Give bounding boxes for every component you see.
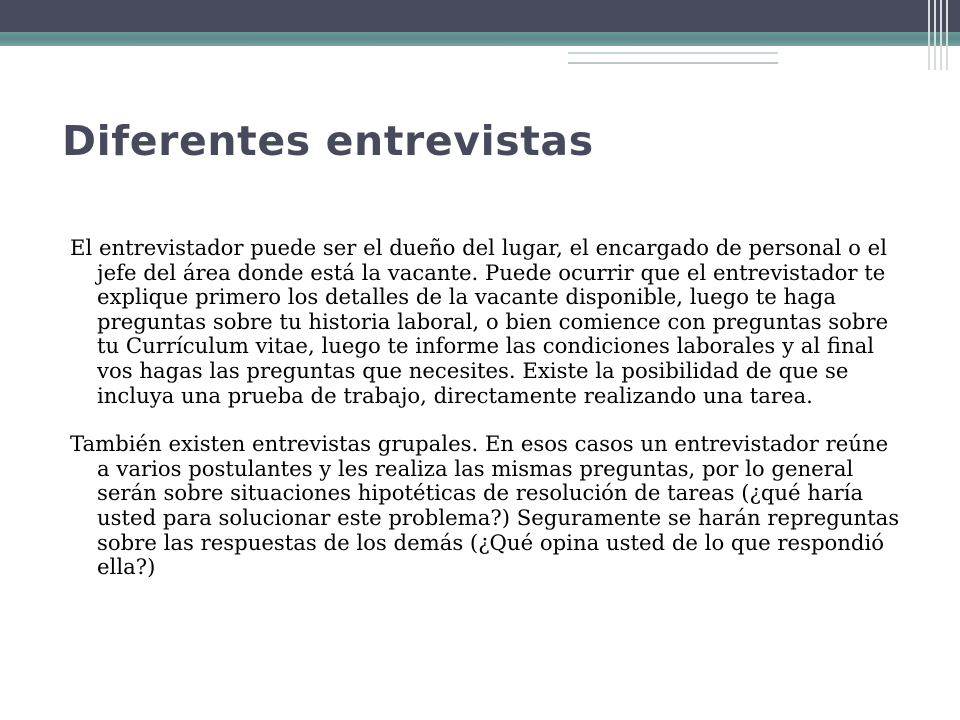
header-teal-bar (0, 32, 960, 46)
slide-body (70, 236, 900, 604)
header-accent-line (560, 49, 890, 51)
header-dark-bar (0, 0, 960, 32)
corner-decoration (924, 0, 960, 70)
slide-title: Diferentes entrevistas (62, 117, 594, 165)
header-accent-line (568, 62, 778, 64)
paragraph: El entrevistador puede ser el dueño del lugar, el encargado de personal o el jefe del área donde está la vacante. Puede ocurrir que el entrevistador te explique primero los detalles de la vacante disponible, luego te haga preguntas sobre tu historia laboral, o bien comience con preguntas sobre tu Currículum vitae, luego te informe las condiciones laborales y al final vos hagas las preguntas que necesites. Existe la posibilidad de que se incluya una prueba de trabajo, directamente realizando una tarea. (70, 235, 889, 408)
header-accent-line (568, 52, 778, 54)
paragraph: También existen entrevistas grupales. En esos casos un entrevistador reúne a varios postulantes y les realiza las mismas preguntas, por lo general serán sobre situaciones hipotéticas de resolución de tareas (¿qué haría usted para solucionar este problema?) Seguramente se harán repreguntas sobre las respuestas de los demás (¿Qué opina usted de lo que respondió ella?) (70, 431, 900, 580)
